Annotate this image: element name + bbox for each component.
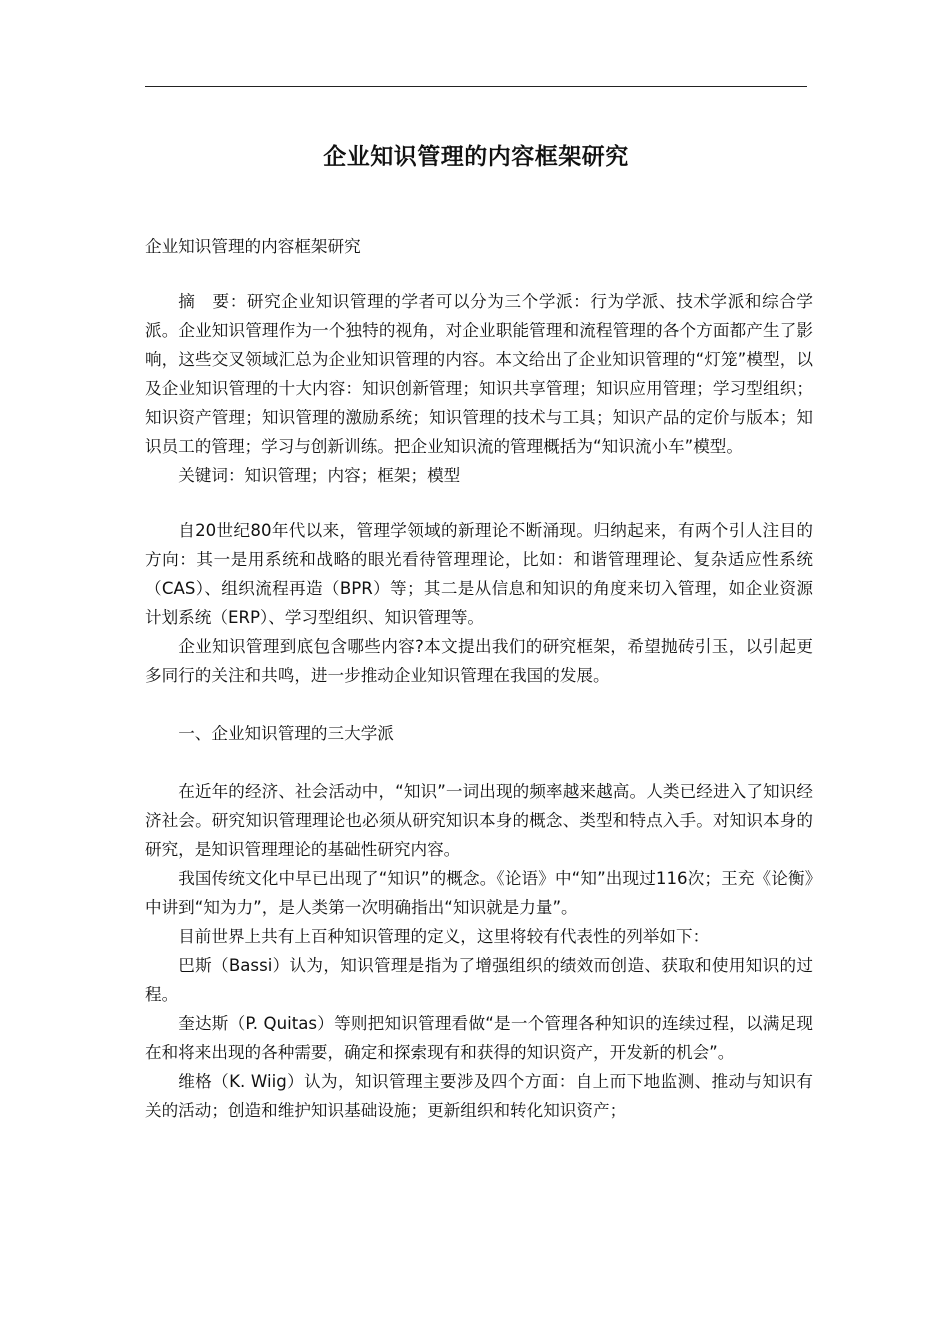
section-1-paragraph-3: 目前世界上共有上百种知识管理的定义，这里将较有代表性的列举如下：	[178, 927, 710, 946]
keywords-line: 关键词：知识管理；内容；框架；模型	[178, 466, 461, 485]
section-1-paragraph-6: 维格（K. Wiig）认为，知识管理主要涉及四个方面：自上而下地监测、推动与知识有关的活动；创造和维护知识基础设施；更新组织和转化知识资产；	[145, 1072, 813, 1120]
section-1-paragraph-4: 巴斯（Bassi）认为，知识管理是指为了增强组织的绩效而创造、获取和使用知识的过程。	[145, 956, 813, 1004]
abstract-paragraph	[145, 287, 813, 461]
abstract-text: 研究企业知识管理的学者可以分为三个学派：行为学派、技术学派和综合学派。企业知识管理作为一个独特的视角，对企业职能管理和流程管理的各个方面都产生了影响，这些交叉领域汇总为企业知识管理的内容。本文给出了企业知识管理的“灯笼”模型，以及企业知识管理的十大内容：知识创新管理；知识共享管理；知识应用管理；学习型组织；知识资产管理；知识管理的激励系统；知识管理的技术与工具；知识产品的定价与版本；知识员工的管理；学习与创新训练。把企业知识流的管理概括为“知识流小车”模型。	[145, 292, 814, 456]
header-rule	[145, 86, 807, 87]
intro-paragraph-2: 企业知识管理到底包含哪些内容?本文提出我们的研究框架，希望抛砖引玉，以引起更多同行的关注和共鸣，进一步推动企业知识管理在我国的发展。	[145, 637, 813, 685]
section-1-paragraph-1: 在近年的经济、社会活动中，“知识”一词出现的频率越来越高。人类已经进入了知识经济社会。研究知识管理理论也必须从研究知识本身的概念、类型和特点入手。对知识本身的研究，是知识管理理论的基础性研究内容。	[145, 782, 813, 859]
section-1-paragraph-5: 奎达斯（P. Quitas）等则把知识管理看做“是一个管理各种知识的连续过程，以满足现在和将来出现的各种需要，确定和探索现有和获得的知识资产，开发新的机会”。	[145, 1014, 813, 1062]
document-title: 企业知识管理的内容框架研究	[323, 144, 629, 170]
section-1-paragraph-2: 我国传统文化中早已出现了“知识”的概念。《论语》中“知”出现过116次；王充《论衡》中讲到“知为力”，是人类第一次明确指出“知识就是力量”。	[145, 869, 813, 917]
document-body	[145, 232, 813, 1125]
document-subtitle: 企业知识管理的内容框架研究	[145, 237, 361, 256]
abstract-label: 摘 要：	[178, 292, 247, 311]
intro-paragraph-1: 自20世纪80年代以来，管理学领域的新理论不断涌现。归纳起来，有两个引人注目的方向：其一是用系统和战略的眼光看待管理理论，比如：和谐管理理论、复杂适应性系统（CAS）、组织流程再造（BPR）等；其二是从信息和知识的角度来切入管理，如企业资源计划系统（ERP）、学习型组织、知识管理等。	[145, 521, 813, 627]
section-1-heading: 一、企业知识管理的三大学派	[178, 724, 394, 743]
